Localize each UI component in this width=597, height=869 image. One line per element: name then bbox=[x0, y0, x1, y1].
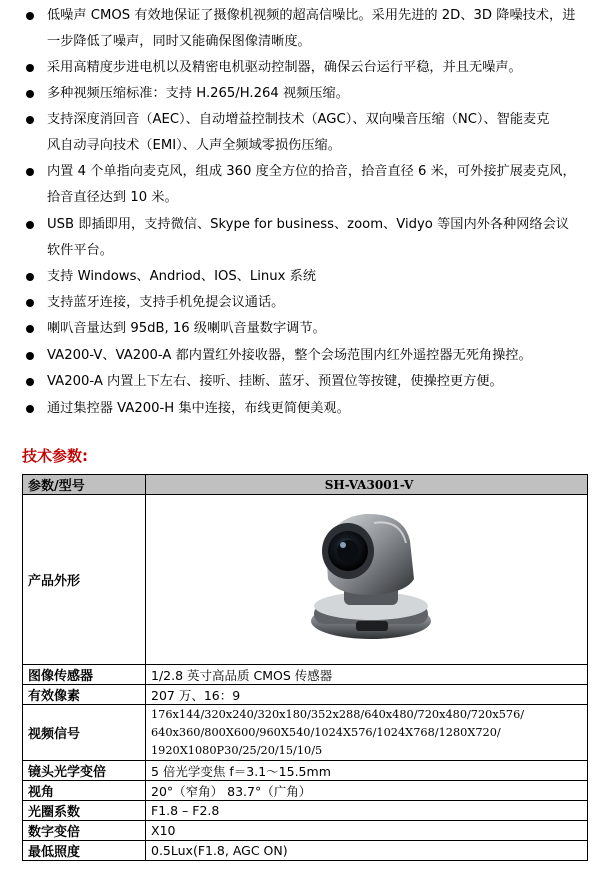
spec-table bbox=[22, 474, 588, 861]
bullet-dot-icon bbox=[26, 352, 34, 360]
table-row bbox=[23, 841, 588, 861]
spec-key: 视频信号 bbox=[23, 705, 146, 761]
spec-key: 有效像素 bbox=[23, 685, 146, 705]
table-row bbox=[23, 801, 588, 821]
spec-value: 1/2.8 英寸高品质 CMOS 传感器 bbox=[146, 665, 588, 685]
spec-key: 数字变倍 bbox=[23, 821, 146, 841]
feature-line: 多种视频压缩标准：支持 H.265/H.264 视频压缩。 bbox=[47, 86, 349, 101]
table-row bbox=[23, 495, 588, 665]
spec-value-line: 176x144/320x240/320x180/352x288/640x480/720x480/720x576/ bbox=[151, 707, 525, 721]
spec-value-line: 640x360/800X600/960X540/1024X576/1024X768/1280X720/ bbox=[151, 725, 501, 739]
section-title: 技术参数: bbox=[22, 447, 88, 465]
feature-line: 风自动寻向技术（EMI）、人声全频域零损伤压缩。 bbox=[47, 138, 341, 153]
feature-line: 采用高精度步进电机以及精密电机驱动控制器，确保云台运行平稳，并且无噪声。 bbox=[47, 60, 522, 75]
spec-value-cell bbox=[146, 705, 588, 761]
header-model-cell: SH-VA3001-V bbox=[146, 475, 588, 495]
spec-key: 最低照度 bbox=[23, 841, 146, 861]
bullet-dot-icon bbox=[26, 221, 34, 229]
table-row bbox=[23, 685, 588, 705]
spec-value: F1.8 – F2.8 bbox=[146, 801, 588, 821]
feature-line: USB 即插即用，支持微信、Skype for business、zoom、Vidyo 等国内外各种网络会议 bbox=[47, 217, 569, 232]
feature-line: VA200-V、VA200-A 都内置红外接收器，整个会场范围内红外遥控器无死角操控。 bbox=[47, 348, 532, 363]
spec-key: 产品外形 bbox=[23, 495, 146, 665]
spec-key: 图像传感器 bbox=[23, 665, 146, 685]
spec-key: 视角 bbox=[23, 781, 146, 801]
bullet-dot-icon bbox=[26, 378, 34, 386]
table-row bbox=[23, 705, 588, 761]
bullet-dot-icon bbox=[26, 90, 34, 98]
feature-line: 内置 4 个单指向麦克风，组成 360 度全方位的拾音，拾音直径 6 米，可外接扩展麦克风， bbox=[47, 164, 576, 179]
table-row bbox=[23, 761, 588, 781]
table-row bbox=[23, 821, 588, 841]
feature-line: 低噪声 CMOS 有效地保证了摄像机视频的超高信噪比。采用先进的 2D、3D 降噪技术，进 bbox=[47, 8, 576, 23]
feature-line: 喇叭音量达到 95dB, 16 级喇叭音量数字调节。 bbox=[47, 321, 326, 336]
product-image-cell bbox=[146, 495, 588, 665]
bullet-dot-icon bbox=[26, 12, 34, 20]
bullet-dot-icon bbox=[26, 325, 34, 333]
bullet-dot-icon bbox=[26, 405, 34, 413]
feature-line: 拾音直径达到 10 米。 bbox=[47, 190, 178, 205]
spec-key: 镜头光学变倍 bbox=[23, 761, 146, 781]
feature-line: 支持 Windows、Andriod、IOS、Linux 系统 bbox=[47, 269, 317, 284]
spec-value: 20°（窄角） 83.7°（广角） bbox=[146, 781, 588, 801]
spec-value: X10 bbox=[146, 821, 588, 841]
spec-key: 光圈系数 bbox=[23, 801, 146, 821]
feature-line: 通过集控器 VA200-H 集中连接，布线更简便美观。 bbox=[47, 401, 350, 416]
table-row bbox=[23, 665, 588, 685]
feature-line: 支持蓝牙连接，支持手机免提会议通话。 bbox=[47, 295, 285, 310]
feature-line: 支持深度消回音（AEC）、自动增益控制技术（AGC）、双向噪音压缩（NC）、智能麦克 bbox=[47, 112, 550, 127]
table-header-row bbox=[23, 475, 588, 495]
bullet-dot-icon bbox=[26, 168, 34, 176]
bullet-dot-icon bbox=[26, 273, 34, 281]
header-key-cell: 参数/型号 bbox=[23, 475, 146, 495]
feature-line: 软件平台。 bbox=[47, 243, 113, 258]
bullet-dot-icon bbox=[26, 299, 34, 307]
spec-value: 5 倍光学变焦 f＝3.1～15.5mm bbox=[146, 761, 588, 781]
bullet-dot-icon bbox=[26, 116, 34, 124]
ptz-camera-image bbox=[306, 509, 436, 644]
feature-line: 一步降低了噪声，同时又能确保图像清晰度。 bbox=[47, 34, 311, 49]
bullet-dot-icon bbox=[26, 64, 34, 72]
feature-line: VA200-A 内置上下左右、接听、挂断、蓝牙、预置位等按键，使操控更方便。 bbox=[47, 374, 503, 389]
spec-value: 207 万、16：9 bbox=[146, 685, 588, 705]
spec-value-line: 1920X1080P30/25/20/15/10/5 bbox=[151, 743, 323, 757]
table-row bbox=[23, 781, 588, 801]
spec-value: 0.5Lux(F1.8, AGC ON) bbox=[146, 841, 588, 861]
